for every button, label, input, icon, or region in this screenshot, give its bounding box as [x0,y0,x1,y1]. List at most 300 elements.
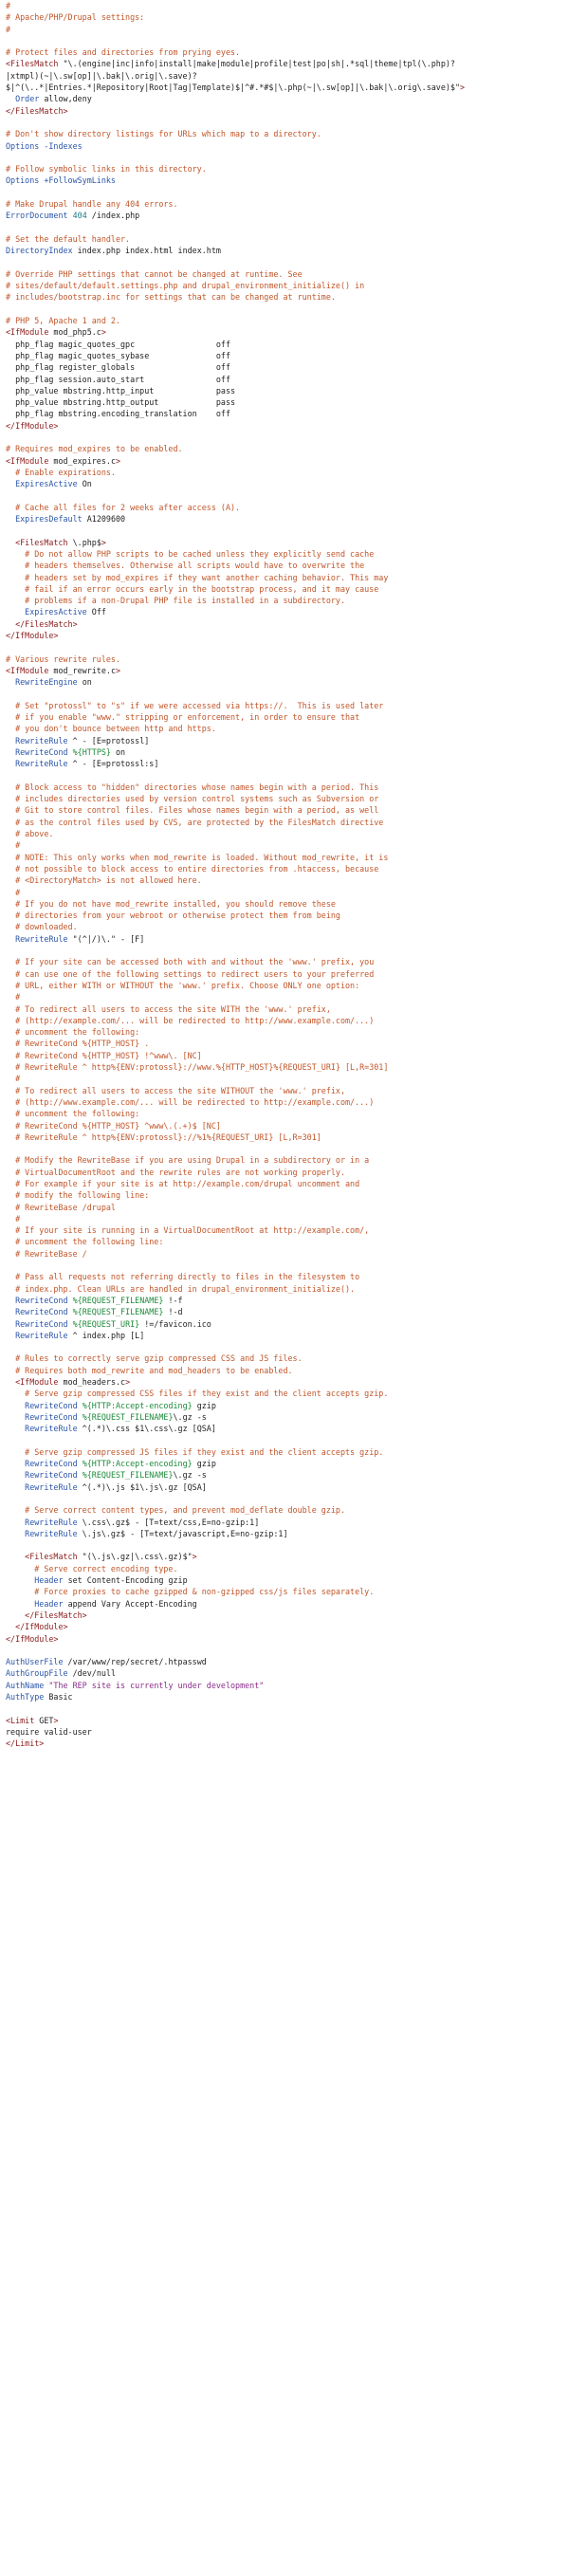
directive-token: RewriteRule [15,933,68,944]
argument-token: gzip [192,1400,216,1410]
argument-token: A1209600 [82,514,126,524]
code-line [6,1388,569,1399]
code-line [6,1738,569,1749]
argument-token [6,677,15,687]
blank-line [6,1341,569,1352]
comment-token: # uncomment the following line: [6,1237,164,1247]
comment-token: # Serve correct content types, and prevent mod_deflate double gzip. [6,1505,345,1516]
directive-token: RewriteCond [25,1459,78,1469]
comment-token: # To redirect all users to access the site WITHOUT the 'www.' prefix, [6,1085,345,1095]
code-line [6,1481,569,1493]
comment-token: # RewriteRule ^ http%{ENV:protossl}://%1%{REQUEST_URI} [L,R=301] [6,1132,321,1142]
code-line [6,1318,569,1330]
section-tag-token: </IfModule> [6,1633,59,1644]
directive-token: AuthType [6,1692,45,1702]
variable-token: %{REQUEST_URI} [72,1318,140,1329]
comment-token: # Override PHP settings that cannot be changed at runtime. See [6,268,303,279]
comment-token: # Serve gzip compressed JS files if they exist and the client accepts gzip. [6,1446,384,1457]
code-line [6,910,569,921]
comment-token: # Serve gzip compressed CSS files if they exist and the client accepts gzip. [6,1389,389,1399]
directive-token: RewriteRule [15,759,68,769]
comment-token: # RewriteRule ^ http%{ENV:protossl}://www.%{HTTP_HOST}%{REQUEST_URI} [L,R=301] [6,1062,389,1073]
argument-token: php_flag mbstring.encoding_translation off [6,409,230,419]
code-line [6,1598,569,1610]
code-line [6,874,569,886]
comment-token: # Rules to correctly serve gzip compressed CSS and JS files. [6,1353,303,1364]
comment-token: # NOTE: This only works when mod_rewrite is loaded. Without mod_rewrite, it is [6,852,389,862]
code-line [6,374,569,385]
code-line [6,1656,569,1667]
comment-token: # Set "protossl" to "s" if we were accessed via https://. This is used later [6,700,384,710]
code-line [6,583,569,595]
code-line [6,396,569,408]
directive-token: RewriteCond [25,1411,78,1422]
directive-token: RewriteRule [25,1481,78,1492]
code-line [6,339,569,350]
code-line [6,1108,569,1119]
code-line [6,1038,569,1049]
directive-token: ExpiresActive [25,607,87,617]
code-line [6,711,569,723]
code-line [6,408,569,419]
comment-token: # [6,1213,21,1224]
comment-token: # Apache/PHP/Drupal settings: [6,12,145,23]
argument-token [6,1307,15,1316]
argument-token: php_value mbstring.http_output pass [6,397,236,408]
argument-token [6,747,15,757]
code-line [6,70,569,82]
comment-token: # sites/default/default.settings.php and drupal_environment_initialize() in [6,281,365,291]
code-line [6,478,569,489]
directive-token: -Indexes [44,140,83,151]
code-line [6,350,569,361]
argument-token [6,1599,34,1609]
code-line [6,385,569,396]
directive-token: +FollowSymLinks [44,175,116,186]
code-line [6,280,569,291]
code-line [6,723,569,734]
comment-token: # PHP 5, Apache 1 and 2. [6,316,121,326]
comment-token: # problems if a non-Drupal PHP file is installed in a subdirectory. [6,596,345,606]
argument-token: !=/favicon.ico [139,1318,211,1329]
code-line [6,887,569,898]
string-token: "The REP site is currently under development" [48,1680,265,1690]
code-line [6,326,569,338]
argument-token [6,759,15,768]
argument-token [6,1401,25,1410]
argument-token: !-f [163,1295,183,1305]
argument-token: /var/www/rep/secret/.htpasswd [63,1657,207,1667]
code-line [6,1283,569,1295]
comment-token: # includes directories used by version control systems such as Subversion or [6,794,379,804]
argument-token: php_value mbstring.http_input pass [6,385,236,396]
comment-token: # [6,840,21,851]
code-line [6,46,569,58]
code-line [6,361,569,373]
code-line [6,1574,569,1586]
section-tag-token: </Limit> [6,1739,45,1749]
blank-line [6,432,569,443]
argument-token: mod_rewrite.c [48,665,116,675]
code-line [6,1352,569,1364]
section-tag-token: <IfModule [15,1377,59,1388]
code-line [6,852,569,863]
section-tag-token: </IfModule> [15,1622,68,1632]
argument-token [6,736,15,745]
argument-token: index.php index.html index.htm [72,246,221,256]
directive-token: ExpiresDefault [15,514,83,524]
comment-token: # directories from your webroot or otherwise protect them from being [6,911,340,921]
code-line [6,560,569,571]
code-line [6,968,569,980]
code-line [6,128,569,139]
code-line [6,163,569,175]
section-tag-token: > [115,665,121,675]
comment-token: # you don't bounce between http and https. [6,724,216,734]
code-line [6,1586,569,1597]
code-line [6,1423,569,1434]
code-line [6,1085,569,1096]
code-line [6,1458,569,1469]
code-line [6,1096,569,1108]
code-line [6,24,569,35]
directive-token: RewriteRule [25,1517,78,1527]
argument-token: \.gz -s [173,1411,207,1422]
argument-token: require valid-user [6,1726,92,1737]
code-line [6,1003,569,1015]
code-line [6,1224,569,1236]
directive-token: ErrorDocument [6,211,68,221]
code-line [6,175,569,186]
code-line [6,782,569,793]
comment-token: # Cache all files for 2 weeks after access (A). [6,502,241,512]
comment-token: # RewriteCond %{HTTP_HOST} . [6,1039,150,1049]
comment-token: # index.php. Clean URLs are handled in drupal_environment_initialize(). [6,1283,356,1294]
code-line [6,1178,569,1189]
code-line [6,82,569,93]
comment-token: # Set the default handler. [6,233,131,244]
argument-token [6,1331,15,1340]
directive-token: RewriteCond [25,1470,78,1481]
code-line [6,758,569,769]
blank-line [6,1435,569,1446]
code-line [6,1691,569,1702]
blank-line [6,1645,569,1656]
argument-token: ^(.*)\.js $1\.js\.gz [QSA] [77,1481,207,1492]
code-line [6,1306,569,1317]
argument-token: /index.php [86,211,140,221]
comment-token: # Pass all requests not referring directly to files in the filesystem to [6,1272,360,1282]
argument-token: !-d [163,1307,183,1317]
argument-token: On [77,479,92,489]
section-tag-token: </FilesMatch> [25,1610,87,1620]
code-line [6,502,569,513]
code-line [6,467,569,478]
argument-token [6,607,25,616]
comment-token: # Enable expirations. [6,467,116,477]
code-line [6,291,569,303]
section-tag-token: <FilesMatch [6,59,59,69]
section-tag-token: <FilesMatch [25,1552,78,1562]
code-line [6,1469,569,1481]
comment-token: # Make Drupal handle any 404 errors. [6,199,178,210]
directive-token: Options [6,175,40,186]
comment-token: # Don't show directory listings for URLs which map to a directory. [6,129,321,139]
argument-token: ^(.*)\.css $1\.css\.gz [QSA] [77,1424,216,1434]
blank-line [6,945,569,956]
section-tag-token: > [53,1715,59,1725]
variable-token: %{HTTPS} [72,747,111,757]
argument-token [6,94,15,103]
directive-token: RewriteCond [15,1295,68,1305]
argument-token: mod_expires.c [48,455,116,466]
code-line [6,1189,569,1201]
code-line [6,455,569,467]
number-token: 404 [72,211,87,221]
code-line [6,245,569,256]
code-line [6,1202,569,1213]
section-tag-token: </FilesMatch> [15,618,78,629]
argument-token: \.gz -s [173,1470,207,1481]
argument-token: on [77,677,92,688]
code-line [6,58,569,69]
comment-token: # Block access to "hidden" directories whose names begin with a period. This [6,782,379,792]
code-line [6,572,569,583]
code-line [6,1715,569,1726]
code-line [6,140,569,152]
argument-token [6,538,15,547]
blank-line [6,1702,569,1714]
blank-line [6,117,569,128]
comment-token: # [6,887,21,897]
blank-line [6,524,569,536]
code-line [6,665,569,676]
argument-token [6,1552,25,1561]
code-line [6,1400,569,1411]
code-line [6,315,569,326]
code-line [6,933,569,945]
section-tag-token: <IfModule [6,327,49,338]
blank-line [6,641,569,653]
argument-token [6,1424,25,1433]
comment-token: # <DirectoryMatch> is not allowed here. [6,875,202,886]
blank-line [6,1143,569,1154]
argument-token: append Vary Accept-Encoding [63,1598,197,1609]
directive-token: RewriteCond [15,1318,68,1329]
code-line [6,1073,569,1084]
code-line [6,1213,569,1224]
code-line [6,804,569,816]
comment-token: # fail if an error occurs early in the bootstrap process, and it may cause [6,583,379,594]
argument-token: GET [34,1715,54,1725]
directive-token: AuthName [6,1680,45,1690]
code-line [6,1563,569,1574]
blank-line [6,770,569,782]
code-line [6,1050,569,1061]
section-tag-token: </IfModule> [6,420,59,431]
code-line [6,595,569,606]
argument-token: Off [86,607,106,617]
comment-token: # Force proxies to cache gzipped & non-gzipped css/js files separately. [6,1587,375,1597]
code-line [6,513,569,524]
comment-token: # [6,1074,21,1084]
comment-token: # [6,992,21,1003]
argument-token: Basic [44,1692,73,1702]
argument-token [6,514,15,524]
directive-token: Header [34,1575,64,1586]
argument-token [6,1518,25,1527]
code-line [6,1236,569,1247]
code-line [6,618,569,630]
code-line [6,1365,569,1376]
argument-token: "\.(engine|inc|info|install|make|module|profile|test|po|sh|.*sql|theme|tpl(\.php)? [58,59,455,69]
code-line [6,1330,569,1341]
comment-token: # VirtualDocumentRoot and the rewrite rules are not working properly. [6,1167,345,1177]
code-line [6,198,569,210]
section-tag-token: <IfModule [6,455,49,466]
code-line [6,1248,569,1260]
directive-token: AuthGroupFile [6,1668,68,1679]
comment-token: # [6,24,11,34]
code-line [6,898,569,910]
code-line [6,0,569,11]
code-line [6,700,569,711]
code-line [6,443,569,454]
code-line [6,1120,569,1132]
argument-token [6,619,15,629]
comment-token: # as the control files used by CVS, are protected by the FilesMatch directive [6,817,384,827]
code-line [6,1026,569,1038]
code-line [6,793,569,804]
argument-token [6,1575,34,1585]
argument-token: allow,deny [39,94,92,104]
argument-token: php_flag magic_quotes_gpc off [6,339,230,349]
directive-token: Order [15,94,40,104]
variable-token: %{HTTP:Accept-encoding} [82,1400,193,1410]
comment-token: # (http://www.example.com/... will be redirected to http://example.com/...) [6,1096,375,1107]
comment-token: # uncomment the following: [6,1027,140,1038]
variable-token: %{REQUEST_FILENAME} [72,1307,164,1317]
comment-token: # RewriteBase / [6,1248,87,1259]
directive-token: AuthUserFile [6,1657,64,1667]
code-line [6,1411,569,1423]
directive-token: RewriteEngine [15,677,78,688]
code-line [6,1610,569,1621]
argument-token: $|^(\..*|Entries.*|Repository|Root|Tag|Template)$|^#.*#$|\.php(~|\.sw[op]|\.bak|\.orig\.save)$" [6,83,461,93]
argument-token: "(^|/)\." - [F] [67,933,145,944]
code-line [6,548,569,560]
code-line [6,817,569,828]
argument-token: ^ - [E=protossl:s] [67,759,159,769]
blank-line [6,304,569,315]
directive-token: RewriteRule [25,1528,78,1538]
code-line [6,1061,569,1073]
comment-token: # downloaded. [6,922,78,932]
code-line [6,1680,569,1691]
section-tag-token: <Limit [6,1715,35,1725]
comment-token: # [6,1,11,10]
code-line [6,1271,569,1282]
argument-token [6,1482,25,1492]
comment-token: # (http://example.com/... will be redirected to http://www.example.com/...) [6,1015,375,1025]
argument-token: set Content-Encoding gzip [63,1575,188,1586]
variable-token: %{HTTP:Accept-encoding} [82,1459,193,1469]
code-line [6,1132,569,1143]
directive-token: RewriteRule [15,1330,68,1340]
comment-token: # RewriteCond %{HTTP_HOST} ^www\.(.+)$ [NC] [6,1120,221,1131]
code-line [6,991,569,1003]
comment-token: # RewriteBase /drupal [6,1202,116,1212]
argument-token: on [110,747,126,757]
directive-token: RewriteCond [25,1400,78,1410]
comment-token: # headers themselves. Otherwise all scripts would have to overwrite the [6,561,365,571]
argument-token: \.js\.gz$ - [T=text/javascript,E=no-gzip:1] [77,1528,288,1538]
comment-token: # modify the following line: [6,1190,150,1201]
comment-token: # To redirect all users to access the site WITH the 'www.' prefix, [6,1003,331,1014]
directive-token: DirectoryIndex [6,246,73,256]
code-line [6,653,569,665]
section-tag-token: > [115,455,121,466]
blank-line [6,152,569,163]
argument-token [6,479,15,488]
argument-token: gzip [192,1459,216,1469]
code-line [6,676,569,688]
comment-token: # Requires both mod_rewrite and mod_headers to be enabled. [6,1365,293,1375]
code-line [6,1015,569,1026]
code-line [6,746,569,758]
code-line [6,1154,569,1166]
code-line [6,11,569,23]
argument-token: /dev/null [67,1668,116,1679]
comment-token: # includes/bootstrap.inc for settings that can be changed at runtime. [6,292,336,303]
argument-token: ^ index.php [L] [67,1330,145,1340]
comment-token: # URL, either WITH or WITHOUT the 'www.' prefix. Choose ONLY one option: [6,980,360,990]
argument-token: \.php$ [67,537,101,547]
code-line [6,1726,569,1738]
directive-token: RewriteRule [15,735,68,745]
argument-token: "(\.js\.gz|\.css\.gz)$" [77,1552,193,1562]
comment-token: # if you enable "www." stripping or enforcement, in order to ensure that [6,712,360,723]
code-line [6,1167,569,1178]
section-tag-token: <IfModule [6,665,49,675]
blank-line [6,1539,569,1551]
comment-token: # Serve correct encoding type. [6,1563,178,1573]
directive-token: Options [6,140,40,151]
comment-token: # Modify the RewriteBase if you are using Drupal in a subdirectory or in a [6,1155,370,1166]
argument-token [6,1412,25,1422]
code-line [6,1667,569,1679]
code-line [6,268,569,280]
section-tag-token: <FilesMatch [15,537,68,547]
variable-token: %{REQUEST_FILENAME} [82,1470,174,1481]
section-tag-token: </IfModule> [6,631,59,641]
comment-token: # can use one of the following settings to redirect users to your preferred [6,968,375,979]
argument-token: \.css\.gz$ - [T=text/css,E=no-gzip:1] [77,1517,260,1527]
directive-token: RewriteRule [25,1424,78,1434]
section-tag-token: > [192,1552,197,1562]
code-line [6,537,569,548]
comment-token: # If your site can be accessed both with and without the 'www.' prefix, you [6,957,375,967]
variable-token: %{REQUEST_FILENAME} [82,1411,174,1422]
directive-token: RewriteCond [15,1307,68,1317]
argument-token: mod_headers.c [58,1377,126,1388]
argument-token: |xtmpl)(~|\.sw[op]|\.bak|\.orig|\.save)? [6,70,197,81]
section-tag-token: </FilesMatch> [6,105,68,116]
argument-token [6,1610,25,1620]
argument-token: php_flag magic_quotes_sybase off [6,350,230,360]
blank-line [6,222,569,233]
comment-token: # Follow symbolic links in this directory. [6,164,207,175]
